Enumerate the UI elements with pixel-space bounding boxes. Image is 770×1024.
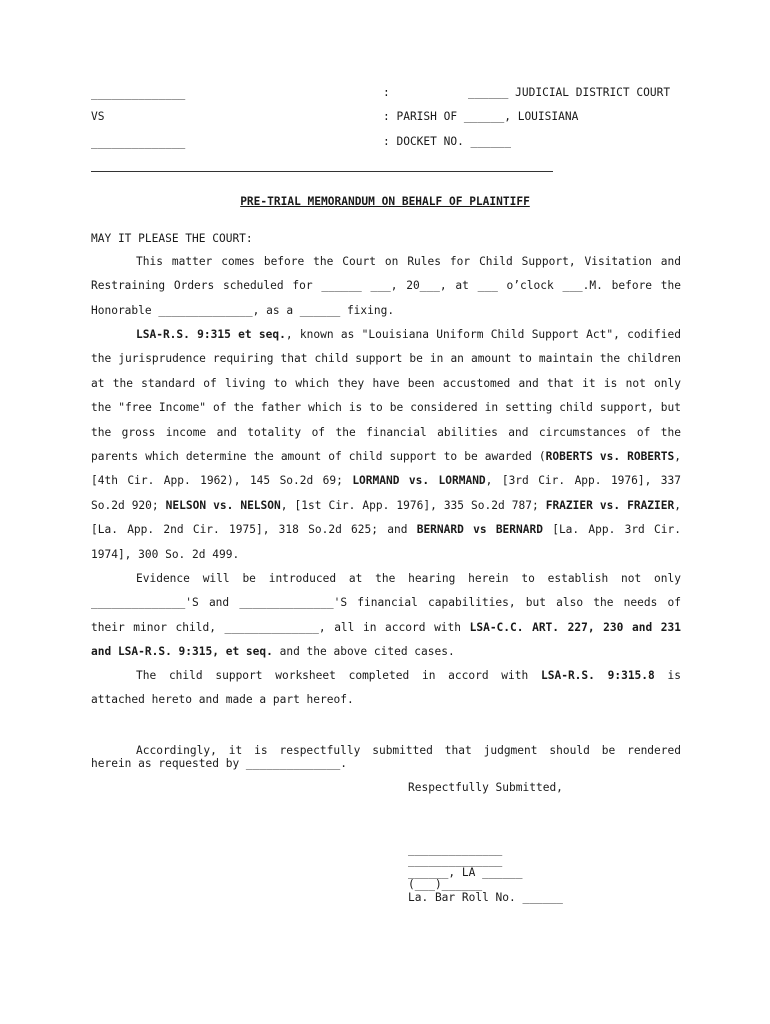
city-state-line: ______, LA ______ [408,866,523,879]
bar-roll-line: La. Bar Roll No. ______ [408,891,563,904]
parish-line: : PARISH OF ______, LOUISIANA [383,110,579,123]
document-title: PRE-TRIAL MEMORANDUM ON BEHALF OF PLAINTIFF [240,195,530,208]
versus-label: VS [91,110,105,123]
paragraph-5-text: Accordingly, it is respectfully submitted that judgment should be rendered herein as requested by ______________. [91,744,681,770]
defendant-name-blank: ______________ [91,136,186,149]
paragraph-3-text: Evidence will be introduced at the hearing herein to establish not only ______________'S and ______________'S financial capabilities, but also the needs of their minor child, ______________, all in accord with [91,572,681,634]
case-citation: BERNARD vs BERNARD [416,523,543,537]
statute-citation: LSA-R.S. 9:315 et seq. [136,328,286,341]
caption-divider [91,171,553,172]
paragraph-3-text: and the above cited cases. [272,645,455,659]
docket-number: : DOCKET NO. ______ [383,135,511,148]
paragraph-2-text: , known as "Louisiana Uniform Child Support Act", codified the jurisprudence requiring that child support be in an amount to maintain the children at the standard of living to which they have been accustomed and that it is not only the "free Income" of the father which is to be considered in setting child support, but the gross income and totality of the financial abilities and circumstances of the parents which determine the amount of child support to be awarded ( [91,328,681,464]
statute-citation: LSA-C.C. ART. 227, 230 and 231 and LSA-R.S. 9:315, et seq. [91,620,681,659]
salutation: MAY IT PLEASE THE COURT: [91,232,253,245]
paragraph-2-text: , [1st Cir. App. 1976], 335 So.2d 787; [280,498,546,512]
statute-citation: LSA-R.S. 9:315.8 [541,669,655,682]
phone-line: (___)______ [408,878,483,891]
paragraph-2-text: , [3rd Cir. App. 1976], 337 So.2d 920; [91,474,681,512]
case-citation: FRAZIER vs. FRAZIER [545,498,675,512]
case-citation: NELSON vs. NELSON [165,498,281,512]
paragraph-3 [91,567,681,665]
court-name: ______ JUDICIAL DISTRICT COURT [468,86,671,99]
closing: Respectfully Submitted, [408,781,563,794]
paragraph-5 [91,744,681,770]
paragraph-2-text: , [4th Cir. App. 1962), 145 So.2d 69; [91,450,681,488]
case-citation: ROBERTS vs. ROBERTS [545,450,675,464]
paragraph-2-text: , [La. App. 2nd Cir. 1975], 318 So.2d 625; and [91,498,681,537]
paragraph-2 [91,323,681,567]
paragraph-4-text: is attached hereto and made a part hereof. [91,669,681,707]
signature-line: ______________ [408,843,503,856]
paragraph-1-text: This matter comes before the Court on Rules for Child Support, Visitation and Restraining Orders scheduled for ______ ___, 20___, at ___ o’clock ___.M. before the Honorable ______________, as a ______ fixing. [91,255,681,317]
paragraph-1 [91,250,681,323]
attorney-name-line: ______________ [408,854,503,867]
case-citation: LORMAND vs. LORMAND [352,474,486,488]
paragraph-2-text: [La. App. 3rd Cir. 1974], 300 So. 2d 499. [91,523,681,561]
caption-colon: : [383,86,390,99]
plaintiff-name-blank: ______________ [91,87,186,100]
paragraph-4-text: The child support worksheet completed in accord with [136,669,541,682]
paragraph-4 [91,664,681,713]
